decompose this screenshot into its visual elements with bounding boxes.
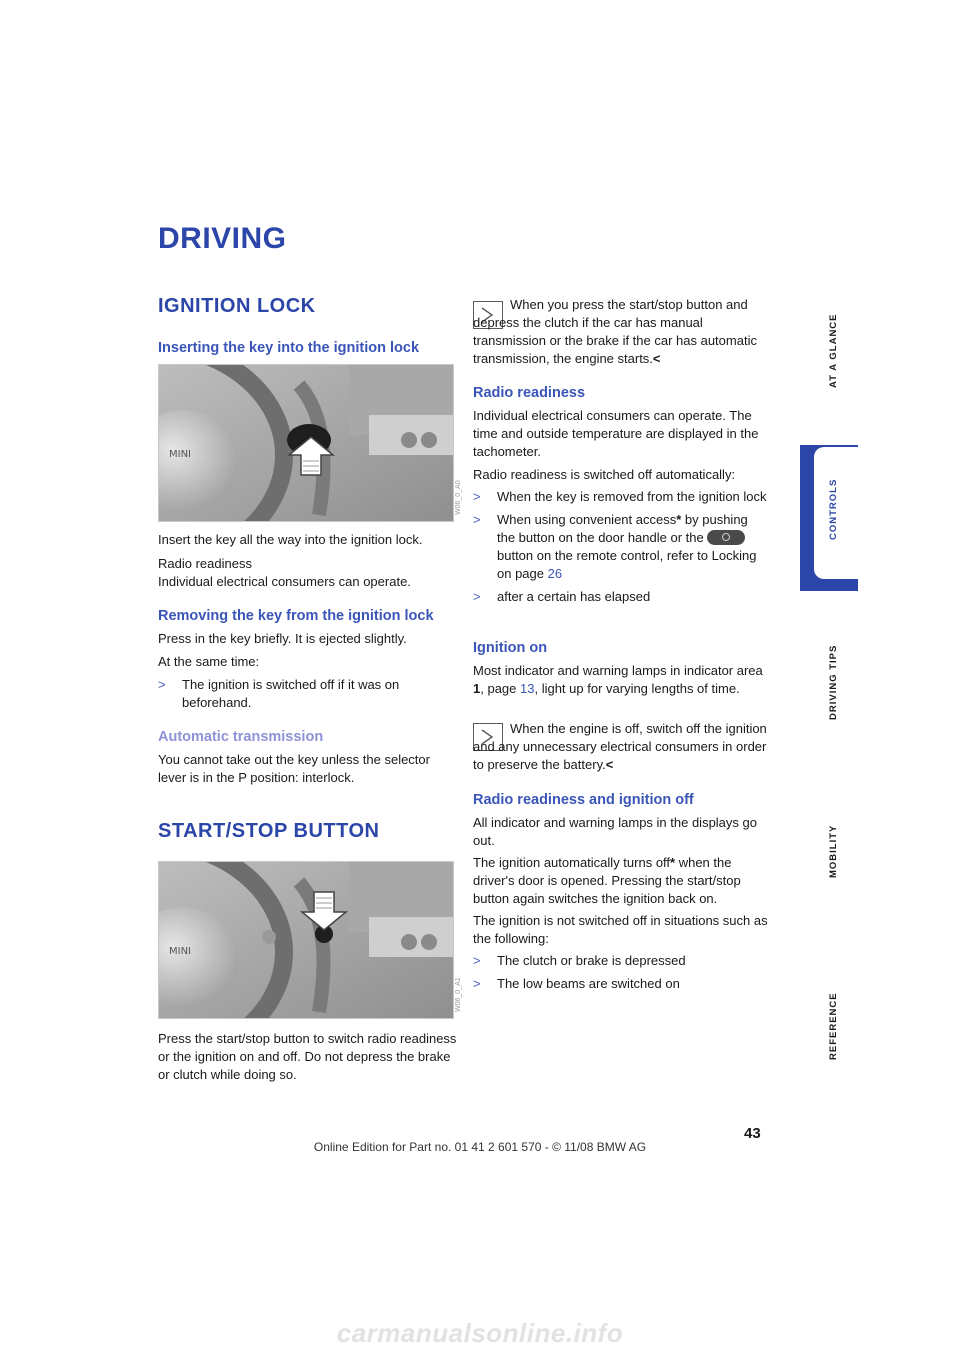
start-engine-note-text: When you press the start/stop button and depress the clutch if the car has manual transmission or the brake if the car has automatic transmission, the engine starts.<	[473, 297, 757, 366]
start-stop-figure	[158, 861, 454, 1019]
page-title: DRIVING	[158, 222, 287, 255]
list-item: > The low beams are switched on	[473, 976, 680, 991]
list-item: > The clutch or brake is depressed	[473, 953, 686, 968]
not-switched-off-list	[473, 952, 769, 998]
radio-readiness-text: Individual electrical consumers can operate. The time and outside temperature are displayed in the tachometer.	[473, 408, 759, 459]
section-ignition-lock-heading: IGNITION LOCK	[158, 295, 316, 317]
watermark-text: carmanualsonline.info	[336, 1318, 624, 1348]
bullet-marker: >	[473, 489, 481, 504]
battery-note-text: When the engine is off, switch off the ignition and any unnecessary electrical consumers in order to preserve the battery.<	[473, 721, 767, 772]
side-nav-controls[interactable]: CONTROLS	[828, 478, 839, 540]
inserting-key-heading: Inserting the key into the ignition lock	[158, 340, 420, 356]
footer-edition: Online Edition for Part no. 01 41 2 601 570 - © 11/08 BMW AG	[313, 1140, 647, 1154]
start-stop-text: Press the start/stop button to switch radio readiness or the ignition on and off. Do not depress the brake or clutch while doing so.	[158, 1031, 457, 1082]
side-nav-reference[interactable]: REFERENCE	[828, 992, 839, 1060]
removing-key-list	[158, 676, 448, 717]
ignition-lock-figure	[158, 364, 454, 522]
bullet-marker: >	[473, 976, 481, 991]
radio-ignition-off-heading: Radio readiness and ignition off	[473, 792, 694, 808]
bullet-marker: >	[158, 677, 166, 692]
remote-key-button-icon	[707, 530, 745, 545]
insert-key-text: Insert the key all the way into the ignition lock.	[158, 532, 423, 547]
watermark	[0, 1318, 960, 1349]
list-item: > When using convenient access* by pushing the button on the door handle or the button on the remote control, refer to Locking on page 26	[473, 512, 757, 581]
section-start-stop-heading: START/STOP BUTTON	[158, 820, 380, 842]
ignition-on-heading: Ignition on	[473, 640, 548, 656]
side-nav-mobility[interactable]: MOBILITY	[828, 824, 839, 878]
auto-off-text: The ignition automatically turns off* when the driver's door is opened. Pressing the start/stop button again switches the ignition back on.	[473, 855, 741, 906]
page-number: 43	[744, 1125, 761, 1142]
start-stop-illustration	[159, 862, 453, 1018]
radio-readiness-desc: Individual electrical consumers can operate.	[158, 574, 411, 589]
lamps-out-text: All indicator and warning lamps in the displays go out.	[473, 815, 757, 848]
list-item: > When the key is removed from the ignition lock	[473, 489, 767, 504]
side-nav-driving-tips[interactable]: DRIVING TIPS	[828, 644, 839, 720]
press-key-text: Press in the key briefly. It is ejected slightly.	[158, 631, 407, 646]
side-nav-at-a-glance[interactable]: AT A GLANCE	[828, 313, 839, 388]
page-13-link[interactable]: 13	[520, 681, 535, 696]
figure-2-code: W06_0_A1	[455, 977, 462, 1012]
automatic-transmission-text: You cannot take out the key unless the selector lever is in the P position: interlock.	[158, 752, 430, 785]
figure-1-code: W06_0_A0	[455, 480, 462, 515]
radio-off-auto-text: Radio readiness is switched off automatically:	[473, 467, 736, 482]
svg-text:MINI: MINI	[169, 449, 192, 460]
svg-text:MINI: MINI	[169, 946, 192, 957]
removing-key-heading: Removing the key from the ignition lock	[158, 608, 434, 624]
bullet-marker: >	[473, 512, 481, 527]
same-time-text: At the same time:	[158, 654, 260, 669]
ignition-on-text: Most indicator and warning lamps in indicator area 1, page 13, light up for varying lengths of time.	[473, 663, 763, 696]
bullet-marker: >	[473, 953, 481, 968]
automatic-transmission-heading: Automatic transmission	[158, 729, 324, 745]
not-switched-off-text: The ignition is not switched off in situations such as the following:	[473, 913, 768, 946]
list-item: > after a certain has elapsed	[473, 589, 651, 604]
bullet-marker: >	[473, 589, 481, 604]
radio-off-list	[473, 488, 769, 611]
list-item: > The ignition is switched off if it was on beforehand.	[158, 677, 400, 710]
ignition-lock-illustration	[159, 365, 453, 521]
page-26-link[interactable]: 26	[547, 566, 563, 581]
radio-readiness-heading: Radio readiness	[473, 385, 586, 401]
radio-readiness-label: Radio readiness	[158, 556, 252, 571]
